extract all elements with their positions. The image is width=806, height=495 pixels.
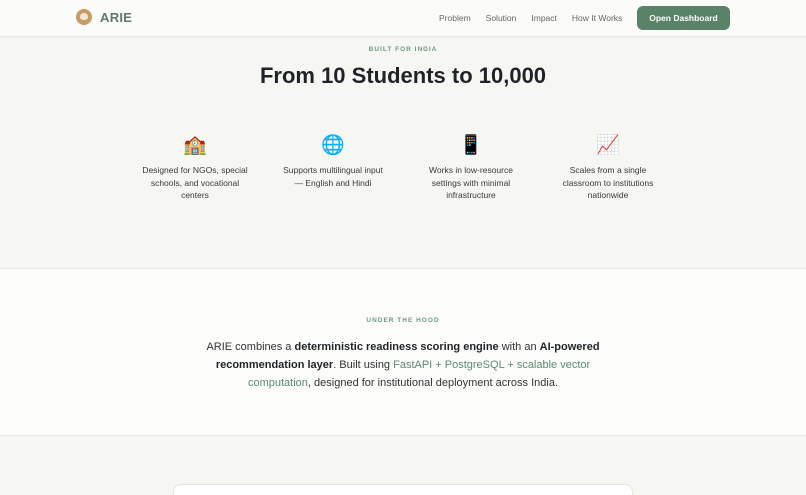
built-eyebrow: BUILT FOR INDIA <box>368 46 438 53</box>
feature-multilingual <box>278 133 388 189</box>
nav-link-solution[interactable]: Solution <box>485 13 517 23</box>
feature-text: Scales from a single classroom to institutions nationwide <box>562 165 654 200</box>
feature-text: Designed for NGOs, special schools, and vocational centers <box>142 165 248 200</box>
school-icon: 🏫 <box>183 135 207 156</box>
hood-text: ARIE combines a <box>206 341 295 353</box>
feature-ngos <box>140 133 250 202</box>
built-for-india-section <box>0 37 806 269</box>
hood-text: with an <box>498 341 540 353</box>
hood-text: , designed for institutional deployment across India. <box>307 377 559 389</box>
brand-name: ARIE <box>100 9 133 25</box>
hood-emphasis: AI-powered recommendation layer <box>215 341 600 371</box>
feature-low-resource <box>416 133 526 202</box>
feature-scales <box>553 133 663 202</box>
nav-link-problem[interactable]: Problem <box>439 13 471 23</box>
chart-increasing-icon: 📈 <box>596 135 620 156</box>
nav-link-impact[interactable]: Impact <box>531 13 557 23</box>
built-title: From 10 Students to 10,000 <box>259 63 547 88</box>
heart-logo-icon <box>76 9 92 25</box>
content-card <box>173 484 633 495</box>
globe-icon: 🌐 <box>321 135 345 156</box>
hood-text: . Built using <box>333 359 394 371</box>
open-dashboard-button[interactable]: Open Dashboard <box>637 6 730 30</box>
feature-text: Supports multilingual input — English and Hindi <box>283 165 383 188</box>
under-the-hood-section <box>0 269 806 436</box>
tech-stack: FastAPI + PostgreSQL + scalable vector computation <box>247 359 591 389</box>
hood-eyebrow: UNDER THE HOOD <box>366 317 440 324</box>
hood-description <box>193 338 613 392</box>
nav-link-how-it-works[interactable]: How It Works <box>571 13 623 23</box>
next-section <box>0 436 806 495</box>
mobile-phone-icon: 📱 <box>459 135 483 156</box>
feature-text: Works in low-resource settings with minimal infrastructure <box>429 165 513 200</box>
hood-emphasis: deterministic readiness scoring engine <box>294 341 499 353</box>
top-navbar <box>0 0 806 37</box>
brand-logo[interactable] <box>76 9 132 25</box>
nav-links <box>439 13 637 23</box>
